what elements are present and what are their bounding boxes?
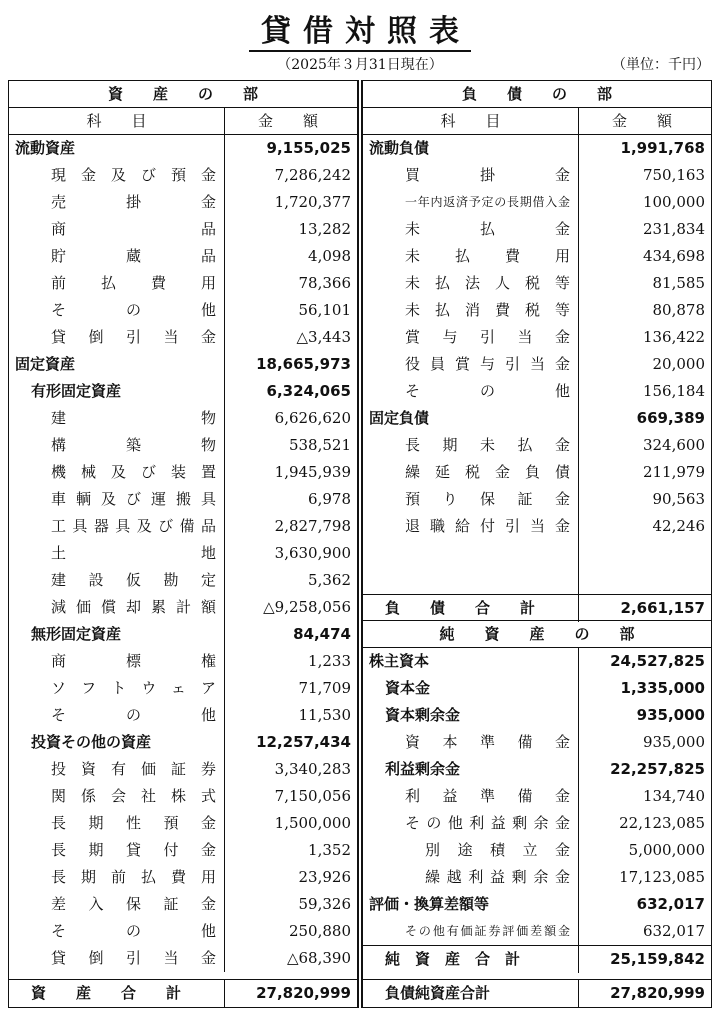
unit-label: （単位：千円） [612,57,710,73]
item-amount: 1,233 [224,648,359,675]
item-amount: △9,258,056 [224,594,359,621]
table-row [363,702,711,729]
table-row [363,918,711,945]
table-row [363,459,711,486]
table-row [9,135,357,162]
item-amount: 59,326 [224,891,359,918]
item-amount: 42,246 [578,513,713,540]
item-label: 繰越利益剰余金 [425,868,570,886]
table-row [9,594,357,621]
table-row [9,891,357,918]
item-amount: 6,978 [224,486,359,513]
item-label: その他有価証券評価差額金 [405,924,570,938]
item-label: その他 [51,301,216,319]
empty-amount [578,540,713,567]
item-label: 長期貸付金 [51,841,216,859]
item-amount: 22,123,085 [578,810,713,837]
item-amount: 78,366 [224,270,359,297]
table-row [363,648,711,675]
item-amount: 6,626,620 [224,405,359,432]
table-row [9,486,357,513]
item-label: 土地 [51,544,216,562]
item-amount: 136,422 [578,324,713,351]
table-row [9,864,357,891]
section-header-assets [9,81,357,108]
empty-row [363,540,711,567]
grand-total-row [363,979,711,1006]
table-row [9,459,357,486]
item-amount: 13,282 [224,216,359,243]
table-row [363,405,711,432]
table-row [9,648,357,675]
liabilities-total-row [363,594,711,621]
table-row [363,891,711,918]
item-amount: 2,827,798 [224,513,359,540]
table-row [9,189,357,216]
column-header-item: 科 目 [440,112,501,130]
table-row [9,513,357,540]
table-row [9,540,357,567]
item-amount: 18,665,973 [224,351,359,378]
item-amount: 669,389 [578,405,713,432]
item-amount: 1,720,377 [224,189,359,216]
item-label: 一年内返済予定の長期借入金 [405,195,570,209]
item-amount: 100,000 [578,189,713,216]
table-row [363,270,711,297]
item-amount: 3,340,283 [224,756,359,783]
table-row [9,432,357,459]
assets-total-row [9,979,357,1006]
item-amount: 434,698 [578,243,713,270]
item-amount: 12,257,434 [224,729,359,756]
item-label: 減価償却累計額 [51,598,216,616]
item-amount: 7,286,242 [224,162,359,189]
item-label: 繰延税金負債 [405,463,570,481]
column-header-row [9,108,357,135]
item-amount: 9,155,025 [224,135,359,162]
item-label: 長期前払費用 [51,868,216,886]
table-row [9,810,357,837]
report-date: （2025年３月31日現在） [277,57,443,73]
item-amount: 231,834 [578,216,713,243]
item-label: 退職給付引当金 [405,517,570,535]
item-label: 賞与引当金 [405,328,570,346]
item-label: その他 [405,382,570,400]
item-amount: 211,979 [578,459,713,486]
table-row [9,567,357,594]
item-amount: 4,098 [224,243,359,270]
table-row [363,783,711,810]
item-amount: 22,257,825 [578,756,713,783]
item-amount: 24,527,825 [578,648,713,675]
table-row [9,243,357,270]
item-label: 構築物 [51,436,216,454]
item-amount: 5,362 [224,567,359,594]
item-label: その他 [51,706,216,724]
item-label: 資本剰余金 [385,706,461,724]
liabilities-total-amount: 2,661,157 [578,595,713,622]
table-row [363,675,711,702]
table-row [9,378,357,405]
item-label: 関係会社株式 [51,787,216,805]
item-amount: 90,563 [578,486,713,513]
item-amount: 80,878 [578,297,713,324]
section-header-equity [363,621,711,648]
table-row [363,513,711,540]
table-row [363,297,711,324]
table-row [9,837,357,864]
equity-total-row [363,945,711,972]
liabilities-equity-table [362,80,712,1008]
item-label: 前払費用 [51,274,216,292]
item-amount: 71,709 [224,675,359,702]
item-amount: 156,184 [578,378,713,405]
table-row [363,189,711,216]
empty-row [363,567,711,594]
item-label: 機械及び装置 [51,463,216,481]
item-label: 預り保証金 [405,490,570,508]
item-label: 利益剰余金 [385,760,461,778]
item-label: 現金及び預金 [51,166,216,184]
item-label: 建設仮勘定 [51,571,216,589]
empty-amount [578,567,713,594]
item-amount: 632,017 [578,918,713,945]
table-row [9,216,357,243]
grand-total-amount: 27,820,999 [578,980,713,1007]
item-amount: 538,521 [224,432,359,459]
item-amount: 1,352 [224,837,359,864]
table-row [9,783,357,810]
table-row [363,729,711,756]
column-header-row [363,108,711,135]
table-row [363,378,711,405]
item-amount: 1,335,000 [578,675,713,702]
item-label: 買掛金 [405,166,570,184]
liabilities-total-label: 負 債 合 計 [385,599,536,617]
item-amount: 23,926 [224,864,359,891]
item-label: 有形固定資産 [31,382,122,400]
table-row [9,756,357,783]
equity-total-amount: 25,159,842 [578,946,713,973]
assets-total-amount: 27,820,999 [224,980,359,1007]
table-row [9,324,357,351]
item-label: 建物 [51,409,216,427]
item-amount: △3,443 [224,324,359,351]
item-label: 未払消費税等 [405,301,570,319]
item-label: 貯蔵品 [51,247,216,265]
item-amount: 134,740 [578,783,713,810]
item-label: 固定負債 [369,409,430,427]
item-amount: 750,163 [578,162,713,189]
table-row [9,405,357,432]
item-label: 利益準備金 [405,787,570,805]
table-row [363,135,711,162]
section-header-liabilities [363,81,711,108]
table-row [363,162,711,189]
item-label: 商品 [51,220,216,238]
table-row [9,675,357,702]
table-row [363,243,711,270]
item-amount: 935,000 [578,702,713,729]
table-row [9,702,357,729]
item-label: 評価・換算差額等 [369,895,490,913]
item-amount: 6,324,065 [224,378,359,405]
item-label: その他 [51,922,216,940]
item-label: 流動資産 [15,139,76,157]
table-row [9,270,357,297]
item-amount: 17,123,085 [578,864,713,891]
item-amount: 1,991,768 [578,135,713,162]
item-label: 貸倒引当金 [51,328,216,346]
column-header-amount: 金 額 [224,108,359,135]
table-row [363,216,711,243]
grand-total-label: 負債純資産合計 [385,984,491,1002]
item-label: 商標権 [51,652,216,670]
item-label: ソフトウェア [51,679,216,697]
table-row [363,837,711,864]
item-amount: 250,880 [224,918,359,945]
item-label: 未払金 [405,220,570,238]
item-amount: 81,585 [578,270,713,297]
item-label: その他利益剰余金 [405,814,570,832]
item-label: 別途積立金 [425,841,570,859]
item-label: 車輌及び運搬具 [51,490,216,508]
table-row [9,621,357,648]
table-row [363,432,711,459]
item-label: 投資有価証券 [51,760,216,778]
item-label: 役員賞与引当金 [405,355,570,373]
item-amount: △68,390 [224,945,359,972]
item-amount: 935,000 [578,729,713,756]
item-amount: 5,000,000 [578,837,713,864]
item-amount: 84,474 [224,621,359,648]
table-row [363,756,711,783]
item-amount: 632,017 [578,891,713,918]
table-row [9,162,357,189]
item-amount: 1,500,000 [224,810,359,837]
column-header-amount: 金 額 [578,108,713,135]
table-row [363,351,711,378]
table-row [363,810,711,837]
item-amount: 56,101 [224,297,359,324]
item-label: 貸倒引当金 [51,949,216,967]
table-row [9,351,357,378]
item-label: 投資その他の資産 [31,733,152,751]
table-row [9,945,357,972]
item-label: 未払費用 [405,247,570,265]
item-label: 売掛金 [51,193,216,211]
table-row [363,864,711,891]
equity-total-label: 純 資 産 合 計 [385,950,521,968]
item-label: 流動負債 [369,139,430,157]
table-row [9,729,357,756]
page-title: 貸借対照表 [0,6,720,50]
assets-table [8,80,358,1008]
column-header-item: 科 目 [86,112,147,130]
equity-header: 純 資 産 の 部 [439,625,635,643]
item-label: 未払法人税等 [405,274,570,292]
item-amount: 7,150,056 [224,783,359,810]
item-label: 長期性預金 [51,814,216,832]
item-label: 固定資産 [15,355,76,373]
item-amount: 1,945,939 [224,459,359,486]
table-row [9,918,357,945]
item-label: 資本準備金 [405,733,570,751]
liabilities-header: 負 債 の 部 [461,85,612,103]
table-row [9,297,357,324]
assets-total-label: 資 産 合 計 [31,984,182,1002]
table-row [363,324,711,351]
item-label: 資本金 [385,679,431,697]
item-amount: 3,630,900 [224,540,359,567]
assets-header: 資 産 の 部 [107,85,258,103]
item-label: 工具器具及び備品 [51,517,216,535]
item-label: 無形固定資産 [31,625,122,643]
item-label: 株主資本 [369,652,430,670]
item-amount: 324,600 [578,432,713,459]
item-amount: 20,000 [578,351,713,378]
table-row [363,486,711,513]
item-label: 差入保証金 [51,895,216,913]
item-amount: 11,530 [224,702,359,729]
item-label: 長期未払金 [405,436,570,454]
